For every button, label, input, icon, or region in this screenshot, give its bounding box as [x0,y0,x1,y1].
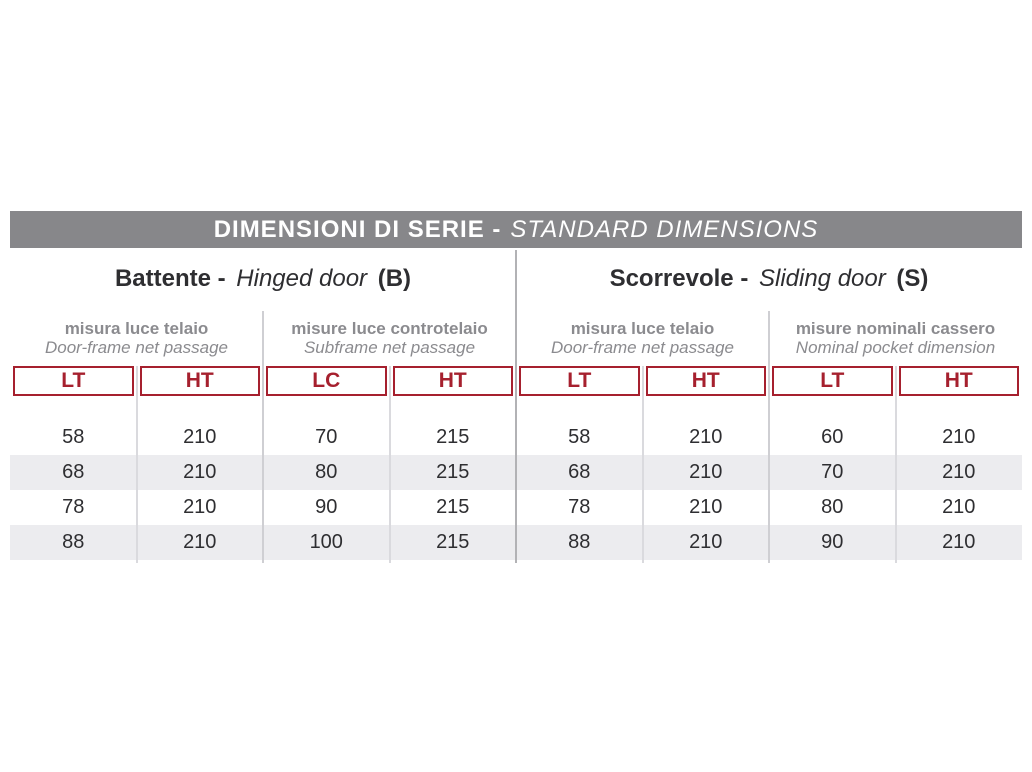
column-group-door-frame-net-passage [516,310,769,366]
group-label-english: Door-frame net passage [550,338,734,357]
dimension-value: 90 [315,496,338,518]
dimension-value: 68 [568,461,591,483]
dimension-value: 78 [568,496,591,518]
column-header-lt: LT [519,366,640,396]
dimension-value: 78 [62,496,85,518]
group-label-italian: misure luce controtelaio [291,319,488,338]
group-label-english: Nominal pocket dimension [795,338,996,357]
column-header-lc: LC [266,366,387,396]
dimension-value: 60 [821,426,844,448]
dimension-value: 210 [942,496,976,518]
column-header-row [10,366,1022,396]
section-title-italian: Battente - [114,265,226,292]
header-data-spacer [10,396,1022,420]
dimension-value: 80 [315,461,338,483]
section-title-code: (S) [896,265,929,292]
table-row [10,455,1022,490]
section-titles-row [10,248,1022,310]
column-header-ht: HT [393,366,514,396]
dimension-value: 90 [821,531,844,553]
section-title-english: Hinged door [236,265,368,292]
section-title-english: Sliding door [758,265,886,292]
dimension-value: 100 [309,531,343,553]
group-label-english: Door-frame net passage [44,338,228,357]
group-label-italian: misura luce telaio [64,319,209,338]
dimension-value: 210 [689,496,723,518]
dimension-value: 210 [942,426,976,448]
dimension-value: 210 [183,531,217,553]
dimensions-table [10,211,1022,560]
group-label-english: Subframe net passage [303,338,476,357]
dimension-value: 210 [183,496,217,518]
title-bar [10,211,1022,248]
dimension-value: 215 [436,426,470,448]
dimension-value: 70 [821,461,844,483]
dimension-value: 210 [689,426,723,448]
dimension-value: 215 [436,496,470,518]
column-header-ht: HT [646,366,767,396]
dimension-value: 210 [689,461,723,483]
section-title-italian: Scorrevole - [609,265,749,292]
dimension-value: 215 [436,531,470,553]
dimension-value: 58 [62,426,85,448]
dimension-value: 210 [942,461,976,483]
title-italian: DIMENSIONI DI SERIE - [213,215,502,243]
dimension-value: 88 [568,531,591,553]
dimension-value: 68 [62,461,85,483]
section-title-sliding-door [516,265,1022,293]
column-header-lt: LT [13,366,134,396]
dimension-value: 88 [62,531,85,553]
column-header-ht: HT [899,366,1020,396]
section-title-hinged-door [10,265,516,293]
dimension-value: 80 [821,496,844,518]
group-label-italian: misure nominali cassero [795,319,996,338]
dimension-value: 70 [315,426,338,448]
title-english: STANDARD DIMENSIONS [510,215,819,243]
dimension-value: 58 [568,426,591,448]
column-header-ht: HT [140,366,261,396]
column-group-subframe-net-passage [263,310,516,366]
column-group-header-row [10,310,1022,366]
group-label-italian: misura luce telaio [570,319,715,338]
dimension-value: 210 [183,426,217,448]
dimension-value: 210 [689,531,723,553]
dimension-value: 210 [183,461,217,483]
section-title-code: (B) [377,265,412,292]
column-header-lt: LT [772,366,893,396]
column-group-nominal-pocket-dimension [769,310,1022,366]
table-row [10,490,1022,525]
dimension-value: 215 [436,461,470,483]
table-row [10,420,1022,455]
table-row [10,525,1022,560]
column-group-door-frame-net-passage [10,310,263,366]
dimension-value: 210 [942,531,976,553]
